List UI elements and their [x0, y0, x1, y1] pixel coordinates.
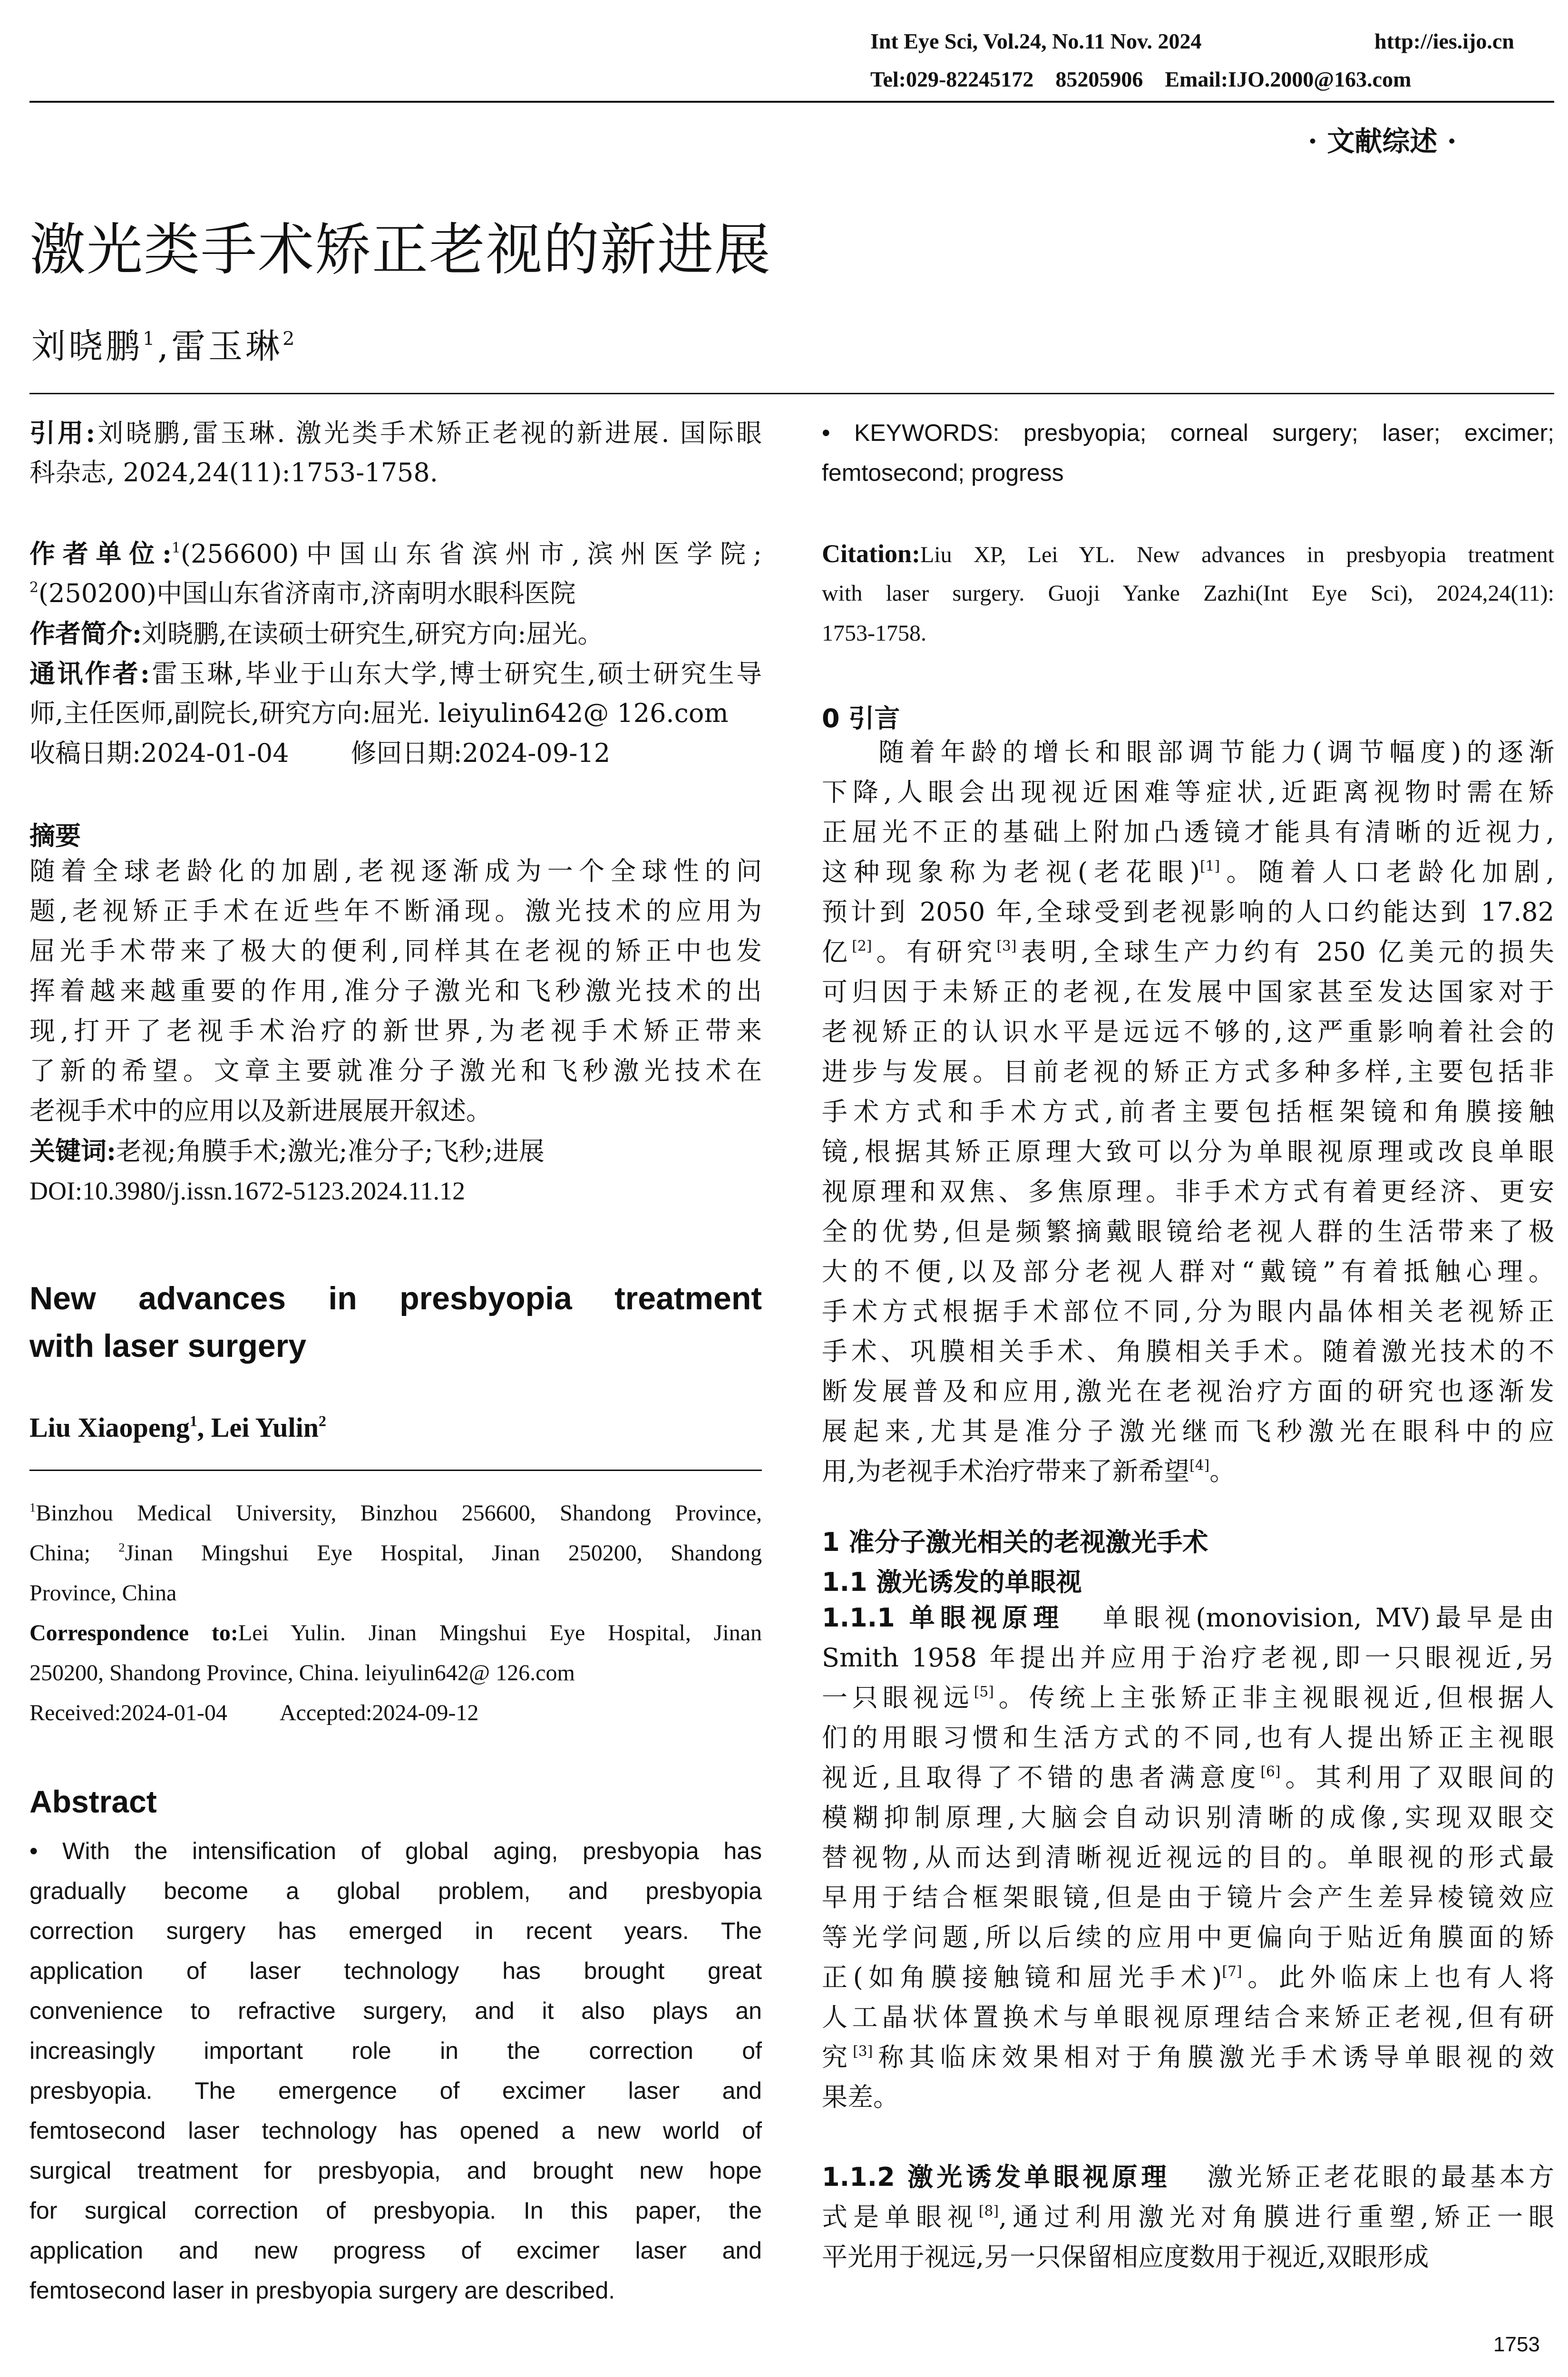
keywords-en-line-1: • KEYWORDS: presbyopia; corneal surgery; laser; excimer;	[822, 419, 1554, 446]
section-1-1-2-text	[822, 2157, 1554, 2277]
journal-contact	[870, 67, 1411, 92]
text-line: 展起来,尤其是准分子激光继而飞秒激光在眼科中的应	[822, 1416, 1554, 1446]
affiliation-en-3: Province, China	[29, 1580, 177, 1606]
english-title-line-1: New advances in presbyopia treatment	[29, 1280, 762, 1316]
text-line: 大的不便,以及部分老视人群对“戴镜”有着抵触心理。	[822, 1257, 1554, 1286]
affiliation-1-sup: 1	[172, 540, 181, 557]
text-line: 亿[2]。有研究[3]表明,全球生产力约有 250 亿美元的损失	[822, 937, 1555, 967]
text-line: 用,为老视手术治疗带来了新希望[4]。	[822, 1456, 1236, 1486]
citation-line-2: 科杂志, 2024,24(11):1753-1758.	[29, 458, 438, 487]
correspondence-en-1: Lei Yulin. Jinan Mingshui Eye Hospital, Jinan	[238, 1620, 762, 1646]
heading-introduction: 0 引言	[822, 703, 900, 733]
tel-number: 029-82245172	[906, 67, 1034, 91]
reference-marker: [3]	[853, 2043, 873, 2060]
page-number: 1753	[1493, 2333, 1540, 2356]
text-line: presbyopia. The emergence of excimer laser and	[29, 2077, 762, 2104]
keywords-cn: 老视;角膜手术;激光;准分子;飞秒;进展	[116, 1136, 545, 1166]
citation-cn	[29, 413, 762, 493]
heading-section-1-1: 1.1 激光诱发的单眼视	[822, 1567, 1082, 1597]
author-separator: ,	[157, 326, 172, 366]
text-line: 屈光手术带来了极大的便利,同样其在老视的矫正中也发	[29, 936, 762, 966]
affiliation-2: (250200)中国山东省济南市,济南明水眼科医院	[38, 578, 576, 608]
text-line: 进步与发展。目前老视的矫正方式多种多样,主要包括非	[822, 1057, 1554, 1087]
text-line: 手术方式根据手术部位不同,分为眼内晶体相关老视矫正	[822, 1296, 1554, 1326]
reference-marker: [4]	[1189, 1457, 1210, 1474]
received-label: 收稿日期:	[29, 738, 141, 768]
text-line: 手术、巩膜相关手术、角膜相关手术。随着激光技术的不	[822, 1336, 1554, 1366]
article-title: 激光类手术矫正老视的新进展	[29, 217, 772, 283]
text-line: increasingly important role in the correction of	[29, 2037, 762, 2064]
received-en: Received:2024-01-04	[29, 1700, 227, 1725]
text-line: 可归因于未矫正的老视,在发展中国家甚至发达国家对于	[822, 977, 1554, 1007]
keywords-en-line-2: femtosecond; progress	[822, 459, 1064, 486]
correspondence-label: 通讯作者:	[29, 658, 150, 689]
text-line: 模糊抑制原理,大脑会自动识别清晰的成像,实现双眼交	[822, 1802, 1554, 1832]
text-line: 1.1.1 单眼视原理 单眼视(monovision, MV)最早是由	[822, 1603, 1555, 1633]
text-line: 下降,人眼会出现视近困难等症状,近距离视物时需在矫	[822, 777, 1554, 807]
affiliation-1: (256600)中国山东省滨州市,滨州医学院;	[180, 539, 762, 569]
reference-marker: [1]	[1200, 858, 1220, 875]
authors-rule	[29, 1470, 762, 1471]
text-line: 早用于结合框架眼镜,但是由于镜片会产生差异棱镜效应	[822, 1882, 1554, 1912]
correspondence-line-1: 雷玉琳,毕业于山东大学,博士研究生,硕士研究生导	[149, 659, 762, 689]
text-line: 人工晶状体置换术与单眼视原理结合来矫正老视,但有研	[822, 2002, 1554, 2032]
keywords-doi	[29, 1131, 762, 1211]
text-line: • With the intensification of global aging, presbyopia has	[29, 1838, 762, 1864]
author-en-1: Liu Xiaopeng	[29, 1412, 190, 1443]
header-rule	[29, 101, 1554, 103]
citation-line-1: 刘晓鹏,雷玉琳. 激光类手术矫正老视的新进展. 国际眼	[95, 418, 762, 448]
accepted-en: Accepted:2024-09-12	[279, 1700, 479, 1725]
text-line: 正(如角膜接触镜和屈光手术)[7]。此外临床上也有人将	[822, 1962, 1554, 1992]
text-line: application and new progress of excimer laser and	[29, 2237, 762, 2264]
text-line: 随着全球老龄化的加剧,老视逐渐成为一个全球性的问	[29, 856, 762, 886]
citation-label: 引用:	[29, 418, 96, 448]
journal-url: http://ies.ijo.cn	[1374, 29, 1514, 53]
affiliation-en-2-sup: 2	[118, 1540, 125, 1555]
introduction-text	[822, 732, 1554, 1491]
text-line: 究[3]称其临床效果相对于角膜激光手术诱导单眼视的效	[822, 2042, 1555, 2072]
authors-en	[29, 1412, 326, 1443]
text-line: 们的用眼习惯和生活方式的不同,也有人提出矫正主视眼	[822, 1723, 1554, 1753]
text-line: surgical treatment for presbyopia, and brought new hope	[29, 2157, 762, 2184]
text-line: 式是单眼视[8],通过利用激光对角膜进行重塑,矫正一眼	[822, 2202, 1554, 2232]
abstract-cn	[29, 851, 762, 1131]
doi: DOI:10.3980/j.issn.1672-5123.2024.11.12	[29, 1177, 465, 1205]
affiliation-label: 作者单位:	[29, 538, 172, 569]
affiliation-en-1: Binzhou Medical University, Binzhou 256600, Shandong Province,	[36, 1500, 762, 1526]
text-line: femtosecond laser in presbyopia surgery are described.	[29, 2277, 615, 2304]
heading-section-1: 1 准分子激光相关的老视激光手术	[822, 1527, 1208, 1557]
english-title	[29, 1275, 762, 1370]
author-en-2-sup: 2	[318, 1413, 326, 1430]
author-2: 雷玉琳	[171, 326, 283, 366]
text-line: 断发展普及和应用,激光在老视治疗方面的研究也逐渐发	[822, 1376, 1554, 1406]
text-line: 视近,且取得了不错的患者满意度[6]。其利用了双眼间的	[822, 1763, 1555, 1792]
affiliation-en	[29, 1493, 762, 1733]
abstract-en-heading: Abstract	[29, 1784, 157, 1819]
tel-label: Tel:	[870, 67, 906, 91]
author-en-2: Lei Yulin	[211, 1412, 319, 1443]
author-1-sup: 1	[143, 328, 158, 350]
text-line: 挥着越来越重要的作用,准分子激光和飞秒激光技术的出	[29, 976, 762, 1006]
bio-label: 作者简介:	[29, 618, 142, 649]
citation-en-line-1: Liu XP, Lei YL. New advances in presbyopia treatment	[920, 542, 1554, 567]
subheading: 1.1.2 激光诱发单眼视原理	[822, 2162, 1170, 2192]
subheading: 1.1.1 单眼视原理	[822, 1603, 1064, 1633]
text-line: application of laser technology has brought great	[29, 1958, 762, 1984]
text-line: 题,老视矫正手术在近些年不断涌现。激光技术的应用为	[29, 896, 762, 926]
section-label: · 文献综述 ·	[1308, 125, 1457, 157]
text-line: 现,打开了老视手术治疗的新世界,为老视手术矫正带来	[29, 1016, 762, 1046]
correspondence-line-2: 师,主任医师,副院长,研究方向:屈光. leiyulin642@ 126.com	[29, 698, 729, 728]
text-line: gradually become a global problem, and presbyopia	[29, 1878, 762, 1904]
text-line: 果差。	[822, 2082, 899, 2112]
text-line: correction surgery has emerged in recent years. The	[29, 1918, 762, 1944]
citation-en	[822, 534, 1554, 653]
email-label: Email:	[1165, 67, 1228, 91]
received-date: 2024-01-04	[141, 738, 289, 768]
reference-marker: [7]	[1222, 1963, 1242, 1980]
author-2-sup: 2	[282, 328, 298, 350]
journal-citation: Int Eye Sci, Vol.24, No.11 Nov. 2024	[870, 29, 1202, 53]
author-1: 刘晓鹏	[31, 326, 143, 366]
text-line: 正屈光不正的基础上附加凸透镜才能具有清晰的近视力,	[822, 817, 1554, 847]
affiliation-en-1-sup: 1	[29, 1500, 36, 1515]
english-title-line-2: with laser surgery	[29, 1328, 307, 1364]
text-line: 这种现象称为老视(老花眼)[1]。随着人口老龄化加剧,	[822, 857, 1554, 887]
text-line: 了新的希望。文章主要就准分子激光和飞秒激光技术在	[29, 1056, 762, 1086]
reference-marker: [5]	[974, 1684, 994, 1701]
title-rule	[29, 393, 1554, 394]
affiliation-en-2b: Jinan Mingshui Eye Hospital, Jinan 250200, Shandong	[125, 1540, 762, 1566]
author-en-separator: ,	[197, 1412, 211, 1443]
authors-cn	[31, 319, 297, 368]
text-line: 全的优势,但是频繁摘戴眼镜给老视人群的生活带来了极	[822, 1217, 1554, 1247]
citation-en-label: Citation:	[822, 539, 920, 568]
reference-marker: [3]	[996, 938, 1017, 955]
text-line: 预计到 2050 年,全球受到老视影响的人口约能达到 17.82	[822, 897, 1554, 927]
tel-number-2: 85205906	[1055, 67, 1143, 91]
text-line: 随着年龄的增长和眼部调节能力(调节幅度)的逐渐	[873, 737, 1554, 767]
revised-label: 修回日期:	[351, 738, 462, 768]
text-line: 镜,根据其矫正原理大致可以分为单眼视原理或改良单眼	[822, 1137, 1554, 1167]
text-line: femtosecond laser technology has opened a new world of	[29, 2117, 762, 2144]
keywords-en	[822, 413, 1554, 493]
text-line: 一只眼视远[5]。传统上主张矫正非主视眼视近,但根据人	[822, 1683, 1554, 1713]
correspondence-en-label: Correspondence to:	[29, 1620, 238, 1646]
text-line: 等光学问题,所以后续的应用中更偏向于贴近角膜面的矫	[822, 1922, 1554, 1952]
bio-text: 刘晓鹏,在读硕士研究生,研究方向:屈光。	[141, 619, 604, 649]
text-line: 替视物,从而达到清晰视近视远的目的。单眼视的形式最	[822, 1842, 1554, 1872]
text-line: 平光用于视远,另一只保留相应度数用于视近,双眼形成	[822, 2242, 1429, 2272]
abstract-cn-heading: 摘要	[29, 820, 81, 851]
citation-en-line-2: with laser surgery. Guoji Yanke Zazhi(Int Eye Sci), 2024,24(11):	[822, 581, 1554, 606]
reference-marker: [6]	[1260, 1763, 1281, 1781]
text-line: 老视矫正的认识水平是远远不够的,这严重影响着社会的	[822, 1017, 1554, 1047]
affiliation-en-2a: China;	[29, 1540, 119, 1566]
author-en-1-sup: 1	[189, 1413, 197, 1430]
abstract-en	[29, 1831, 762, 2310]
text-line: 1.1.2 激光诱发单眼视原理 激光矫正老花眼的最基本方	[822, 2162, 1554, 2192]
author-info	[29, 534, 762, 773]
revised-date: 2024-09-12	[462, 738, 611, 768]
affiliation-2-sup: 2	[29, 579, 39, 596]
text-line: 视原理和双焦、多焦原理。非手术方式有着更经济、更安	[822, 1177, 1554, 1207]
text-line: 老视手术中的应用以及新进展展开叙述。	[29, 1096, 492, 1126]
text-line: for surgical correction of presbyopia. In this paper, the	[29, 2197, 762, 2224]
section-1-1-1-text	[822, 1598, 1554, 2117]
keywords-label: 关键词:	[29, 1136, 116, 1166]
email-address: IJO.2000@163.com	[1228, 67, 1412, 91]
citation-en-line-3: 1753-1758.	[822, 621, 926, 646]
reference-marker: [2]	[852, 938, 872, 955]
correspondence-en-2: 250200, Shandong Province, China. leiyulin642@ 126.com	[29, 1660, 575, 1685]
reference-marker: [8]	[978, 2203, 999, 2220]
text-line: Smith 1958 年提出并应用于治疗老视,即一只眼视近,另	[822, 1643, 1554, 1673]
text-line: convenience to refractive surgery, and it also plays an	[29, 1997, 762, 2024]
text-line: 手术方式和手术方式,前者主要包括框架镜和角膜接触	[822, 1097, 1554, 1127]
